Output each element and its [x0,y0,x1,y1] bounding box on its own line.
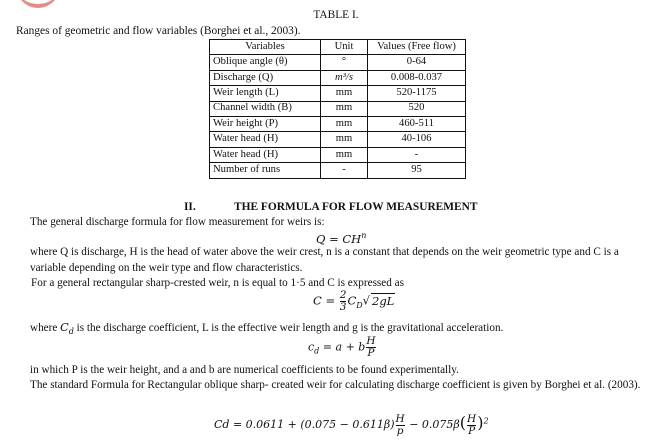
table-header-cell: Variables [210,40,321,55]
table-row [210,55,466,70]
table-row [210,116,466,131]
fraction-denominator: p [396,424,404,437]
table-row [210,101,466,116]
table-cell: 520 [368,101,466,116]
table-header-cell: Unit [321,40,368,55]
table-cell: 520-1175 [368,86,466,101]
equation-text: − 0.075β [409,418,460,431]
equation-text: C = [313,293,336,308]
section-title: THE FORMULA FOR FLOW MEASUREMENT [234,201,478,213]
table-row [210,163,466,178]
equation-subscript: d [314,346,320,356]
table-cell: mm [321,132,368,147]
equation-subscript: D [356,300,363,310]
paragraph: in which P is the weir height, and a and b are numerical coefficients to be found experimentally. [30,364,459,376]
equation-cd-linear [308,336,377,359]
table-cell: mm [321,86,368,101]
table-cell: - [321,163,368,178]
table-cell: Weir height (P) [210,116,321,131]
table-header-cell: Values (Free flow) [368,40,466,55]
equation-exponent: 2 [483,416,489,426]
paragraph-text: where [30,322,58,334]
logo-arc [16,0,60,8]
table-cell: 0-64 [368,55,466,70]
equation-text: Cd = 0.0611 + (0.075 − 0.611β) [214,418,395,431]
table-cell: mm [321,116,368,131]
table-cell: 40-106 [368,132,466,147]
fraction-denominator: P [468,424,476,437]
equation-exponent: n [361,231,367,240]
table-cell: mm [321,147,368,162]
fraction-denominator: 3 [339,301,347,313]
equation-cd-borghei: Cd = 0.0611 + (0.075 − 0.611β) $\frac{H}{p}$ − 0.075β( $\frac{H}{P}$ )$^2$ [214,412,489,437]
table-cell: Water head (H) [210,132,321,147]
table-cell: mm [321,101,368,116]
table-cell: Number of runs [210,163,321,178]
equation-radicand: 2gL [372,293,395,308]
fraction-numerator: H [366,335,376,347]
fraction [366,336,375,359]
table-caption: Ranges of geometric and flow variables (Borghei et al., 2003). [16,25,301,37]
fraction-numerator: H [395,412,405,425]
equation-text: = a + b [322,340,366,354]
paragraph: where Q is discharge, H is the head of water above the weir crest, n is a constant that depends on the weir geometric type and C is a variable depending on the weir type and flow characteristics. [30,246,619,274]
table-cell: - [368,147,466,162]
table-cell: Oblique angle (θ) [210,55,321,70]
equation-text: C [60,321,69,334]
table-cell: Weir length (L) [210,86,321,101]
table-cell: ° [321,55,368,70]
table-cell: 95 [368,163,466,178]
variables-table [209,39,466,179]
paragraph-text: is the discharge coefficient, L is the effective weir length and g is the gravitational acceleration. [76,322,504,334]
table-cell: Water head (H) [210,147,321,162]
fraction [396,414,405,437]
table-cell: 0.008-0.037 [368,70,466,85]
equation-symbol [60,321,74,337]
table-cell: 460-511 [368,116,466,131]
table-row [210,86,466,101]
table-cell: m³/s [321,70,368,85]
paragraph: The general discharge formula for flow measurement for weirs is: [30,216,325,228]
fraction-denominator: P [367,347,375,359]
table-row [210,132,466,147]
table-row [210,70,466,85]
equation-text: Q = CH [316,231,362,246]
fraction-numerator: 2 [339,289,347,301]
equation-subscript: d [68,327,74,337]
table-row [210,147,466,162]
table-label: TABLE I. [313,9,359,21]
paragraph: The standard Formula for Rectangular oblique sharp- created weir for calculating discharge coefficient is given by Borghei et al. (2003). [30,379,641,391]
fraction [467,414,476,437]
section-number: II. [184,201,196,213]
equation-text: C [347,293,357,308]
equation-c: C = $\frac{2}{3}$ $C_D√$ 2gL [313,289,395,313]
table-header-row [210,40,466,55]
equation-discharge [316,231,366,246]
paragraph: For a general rectangular sharp-crested weir, n is equal to 1·5 and C is expressed as [31,277,404,289]
fraction-numerator: H [467,412,477,425]
table-cell: Discharge (Q) [210,70,321,85]
section-heading [184,201,477,213]
table-cell: Channel width (B) [210,101,321,116]
fraction [340,290,347,313]
equation-text: c [308,340,315,354]
